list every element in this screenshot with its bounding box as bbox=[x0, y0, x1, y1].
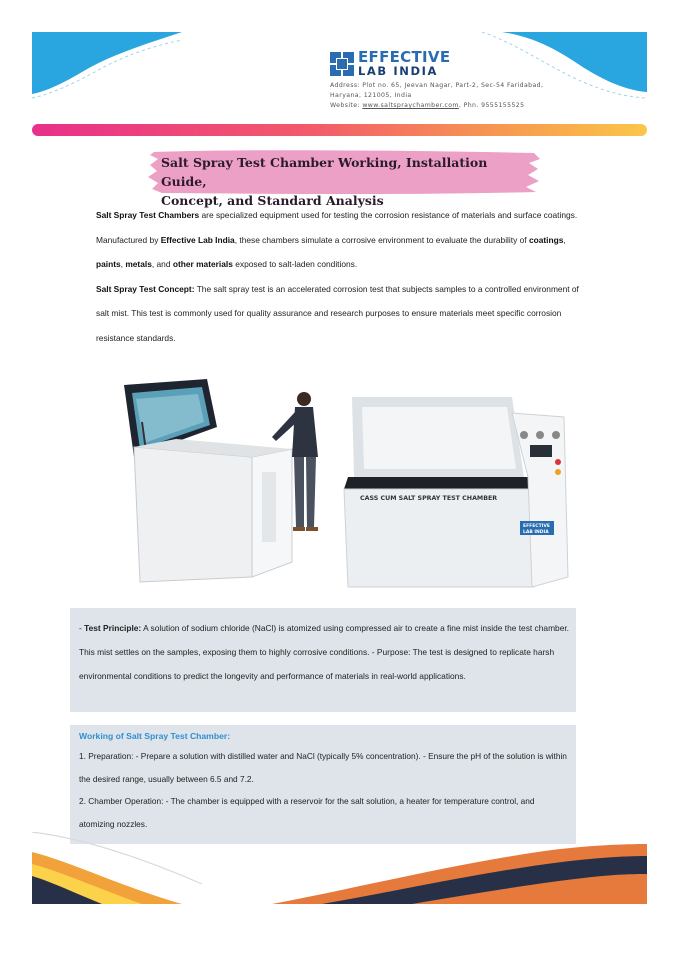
company-address bbox=[330, 81, 570, 111]
contact-line bbox=[330, 101, 570, 111]
intro-p1-text-1: are specialized equipment used for testing the corrosion resistance of materials and surface coatings. Manufactured by bbox=[96, 210, 578, 245]
badge-text-line1: EFFECTIVE bbox=[523, 524, 550, 529]
title-banner bbox=[124, 149, 542, 208]
phone-number: , Phn. 9555155525 bbox=[458, 102, 525, 109]
website-link[interactable]: www.saltspraychamber.com bbox=[362, 102, 459, 109]
product-photo bbox=[112, 377, 570, 589]
footer-wave-graphic bbox=[32, 832, 647, 904]
intro-p1-text-2: , these chambers simulate a corrosive environment to evaluate the durability of bbox=[234, 234, 529, 245]
address-line-2: Haryana, 121005, India bbox=[330, 92, 412, 99]
intro-p1-text-3: , bbox=[563, 234, 566, 245]
logo-text-line2: LAB INDIA bbox=[358, 64, 439, 78]
principle-dash: - bbox=[79, 623, 85, 633]
intro-p1-text-5: , and bbox=[151, 259, 173, 269]
bold-metals: metals bbox=[125, 259, 152, 269]
intro-paragraph-2 bbox=[96, 277, 586, 351]
bold-salt-spray-test-concept: Salt Spray Test Concept: bbox=[96, 283, 195, 294]
working-heading: Working of Salt Spray Test Chamber: bbox=[79, 731, 231, 741]
logo-mark-icon bbox=[330, 52, 354, 76]
bold-test-principle: Test Principle: bbox=[84, 623, 142, 633]
website-label: Website: bbox=[330, 102, 363, 109]
test-principle-text bbox=[79, 616, 569, 688]
open-chamber-illustration bbox=[124, 379, 318, 582]
page-title bbox=[161, 153, 531, 210]
document-page bbox=[32, 32, 647, 904]
bold-effective-lab-india: Effective Lab India bbox=[160, 234, 235, 245]
working-step-2: 2. Chamber Operation: - The chamber is equipped with a reservoir for the salt solution, a heater for temperature control, and atomizing nozzles. bbox=[79, 796, 535, 829]
principle-body: A solution of sodium chloride (NaCl) is atomized using compressed air to create a fine mist inside the test chamber. This mist settles on the samples, exposing them to highly corrosive conditions. - Purpose: The test is designed to replicate harsh environmental conditions to predict the longevity and performance of materials in real-world applications. bbox=[79, 623, 570, 681]
company-logo bbox=[330, 50, 450, 78]
header-gradient-bar bbox=[32, 124, 647, 136]
test-principle-box bbox=[70, 608, 576, 712]
cass-chamber-illustration bbox=[344, 397, 568, 587]
address-line-1: Address: Plot no. 65, Jeevan Nagar, Part-2, Sec-54 Faridabad, bbox=[330, 82, 544, 89]
badge-text-line2: LAB INDIA bbox=[523, 530, 549, 535]
bold-other-materials: other materials bbox=[172, 259, 233, 269]
intro-p1-text-6: exposed to salt-laden conditions. bbox=[232, 259, 358, 269]
logo-text-line1: EFFECTIVE bbox=[358, 48, 451, 66]
intro-p1-text-4: , bbox=[120, 259, 126, 269]
working-text bbox=[79, 745, 571, 835]
bold-paints: paints bbox=[96, 259, 121, 269]
title-line-1: Salt Spray Test Chamber Working, Installation Guide, bbox=[161, 155, 488, 189]
working-step-1: 1. Preparation: - Prepare a solution with distilled water and NaCl (typically 5% concentration). - Ensure the pH of the solution is within the desired range, usually between 6.5 and 7.2. bbox=[79, 751, 567, 784]
intro-paragraph-1 bbox=[96, 203, 586, 277]
working-section-box bbox=[70, 725, 576, 844]
bold-salt-spray-test-chambers: Salt Spray Test Chambers bbox=[96, 210, 200, 220]
intro-text bbox=[96, 203, 586, 350]
intro-p2-text: The salt spray test is an accelerated corrosion test that subjects samples to a controlled environment of salt mist. This test is commonly used for quality assurance and research purposes to ensure materials meet specific corrosion resistance standards. bbox=[96, 283, 579, 343]
title-line-2: Concept, and Standard Analysis bbox=[161, 193, 384, 208]
chamber-label-text: CASS CUM SALT SPRAY TEST CHAMBER bbox=[360, 495, 498, 502]
bold-coatings: coatings bbox=[528, 234, 564, 245]
